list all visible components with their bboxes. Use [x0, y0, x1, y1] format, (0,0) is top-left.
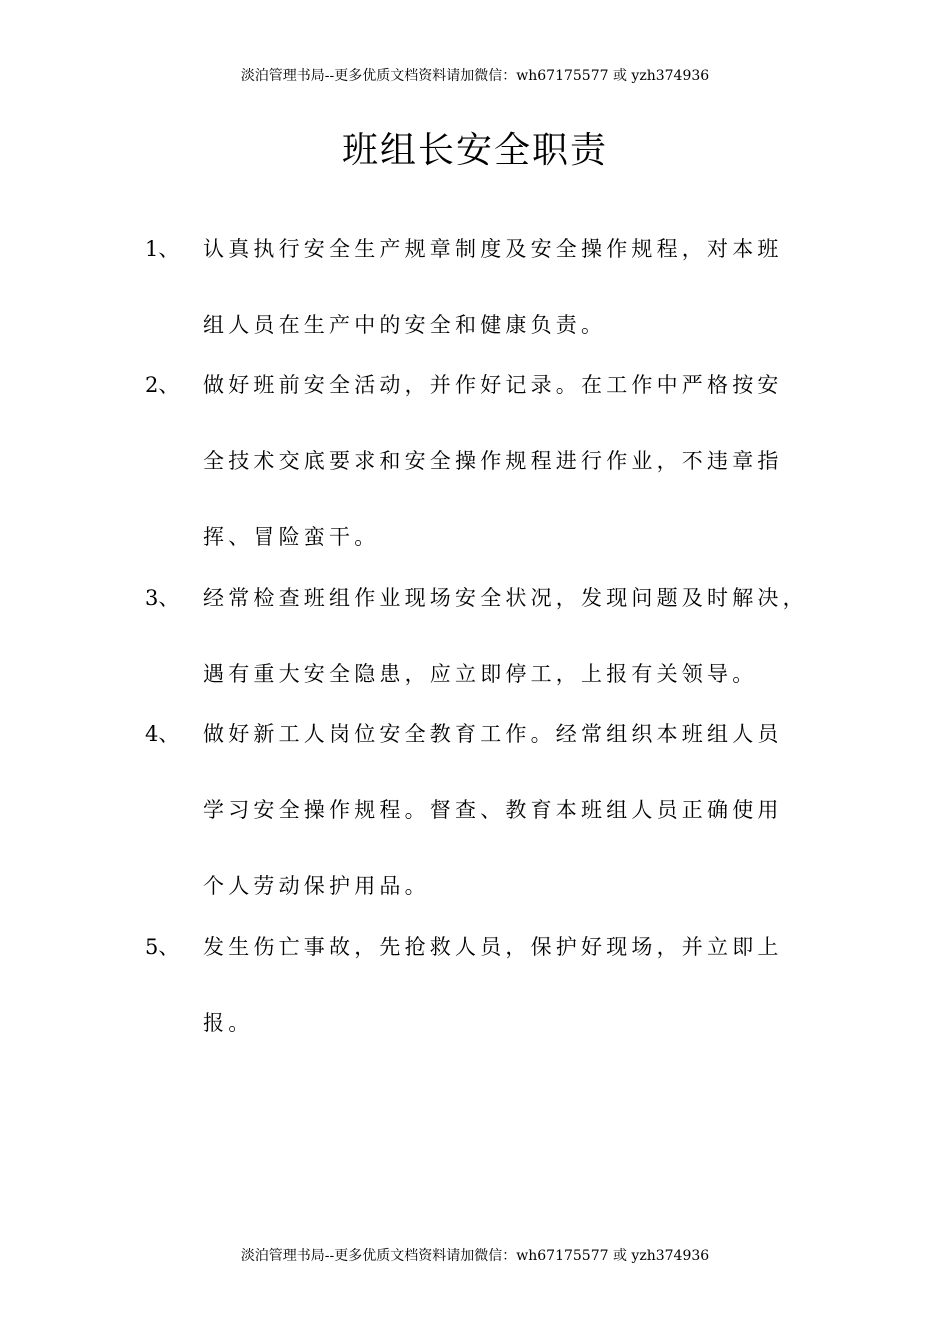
item-text	[203, 560, 825, 712]
item-line: 报。	[203, 1011, 254, 1035]
item-line: 学习安全操作规程。督查、教育本班组人员正确使用	[203, 798, 783, 822]
item-line: 经常检查班组作业现场安全状况，发现问题及时解决，	[203, 586, 808, 610]
item-line: 组人员在生产中的安全和健康负责。	[203, 313, 607, 337]
item-text	[203, 909, 825, 1061]
header-note: 淡泊管理书局--更多优质文档资料请加微信：wh67175577 或 yzh374936	[240, 68, 710, 84]
item-line: 发生伤亡事故，先抢救人员，保护好现场，并立即上	[203, 935, 783, 959]
item-line: 做好班前安全活动，并作好记录。在工作中严格按安	[203, 373, 783, 397]
item-line: 做好新工人岗位安全教育工作。经常组织本班组人员	[203, 722, 783, 746]
item-number: 3、	[145, 586, 180, 610]
item-number: 1、	[145, 237, 180, 261]
item-text	[203, 211, 825, 363]
item-number: 2、	[145, 373, 180, 397]
item-line: 个人劳动保护用品。	[203, 874, 430, 898]
item-text	[203, 347, 825, 575]
item-line: 认真执行安全生产规章制度及安全操作规程，对本班	[203, 237, 783, 261]
item-text	[203, 696, 825, 924]
item-line: 挥、冒险蛮干。	[203, 525, 380, 549]
item-number: 4、	[145, 722, 180, 746]
item-number: 5、	[145, 935, 180, 959]
footer-note: 淡泊管理书局--更多优质文档资料请加微信：wh67175577 或 yzh374936	[240, 1248, 710, 1264]
item-line: 遇有重大安全隐患，应立即停工，上报有关领导。	[203, 662, 758, 686]
document-title: 班组长安全职责	[341, 130, 608, 171]
item-line: 全技术交底要求和安全操作规程进行作业，不违章指	[203, 449, 783, 473]
